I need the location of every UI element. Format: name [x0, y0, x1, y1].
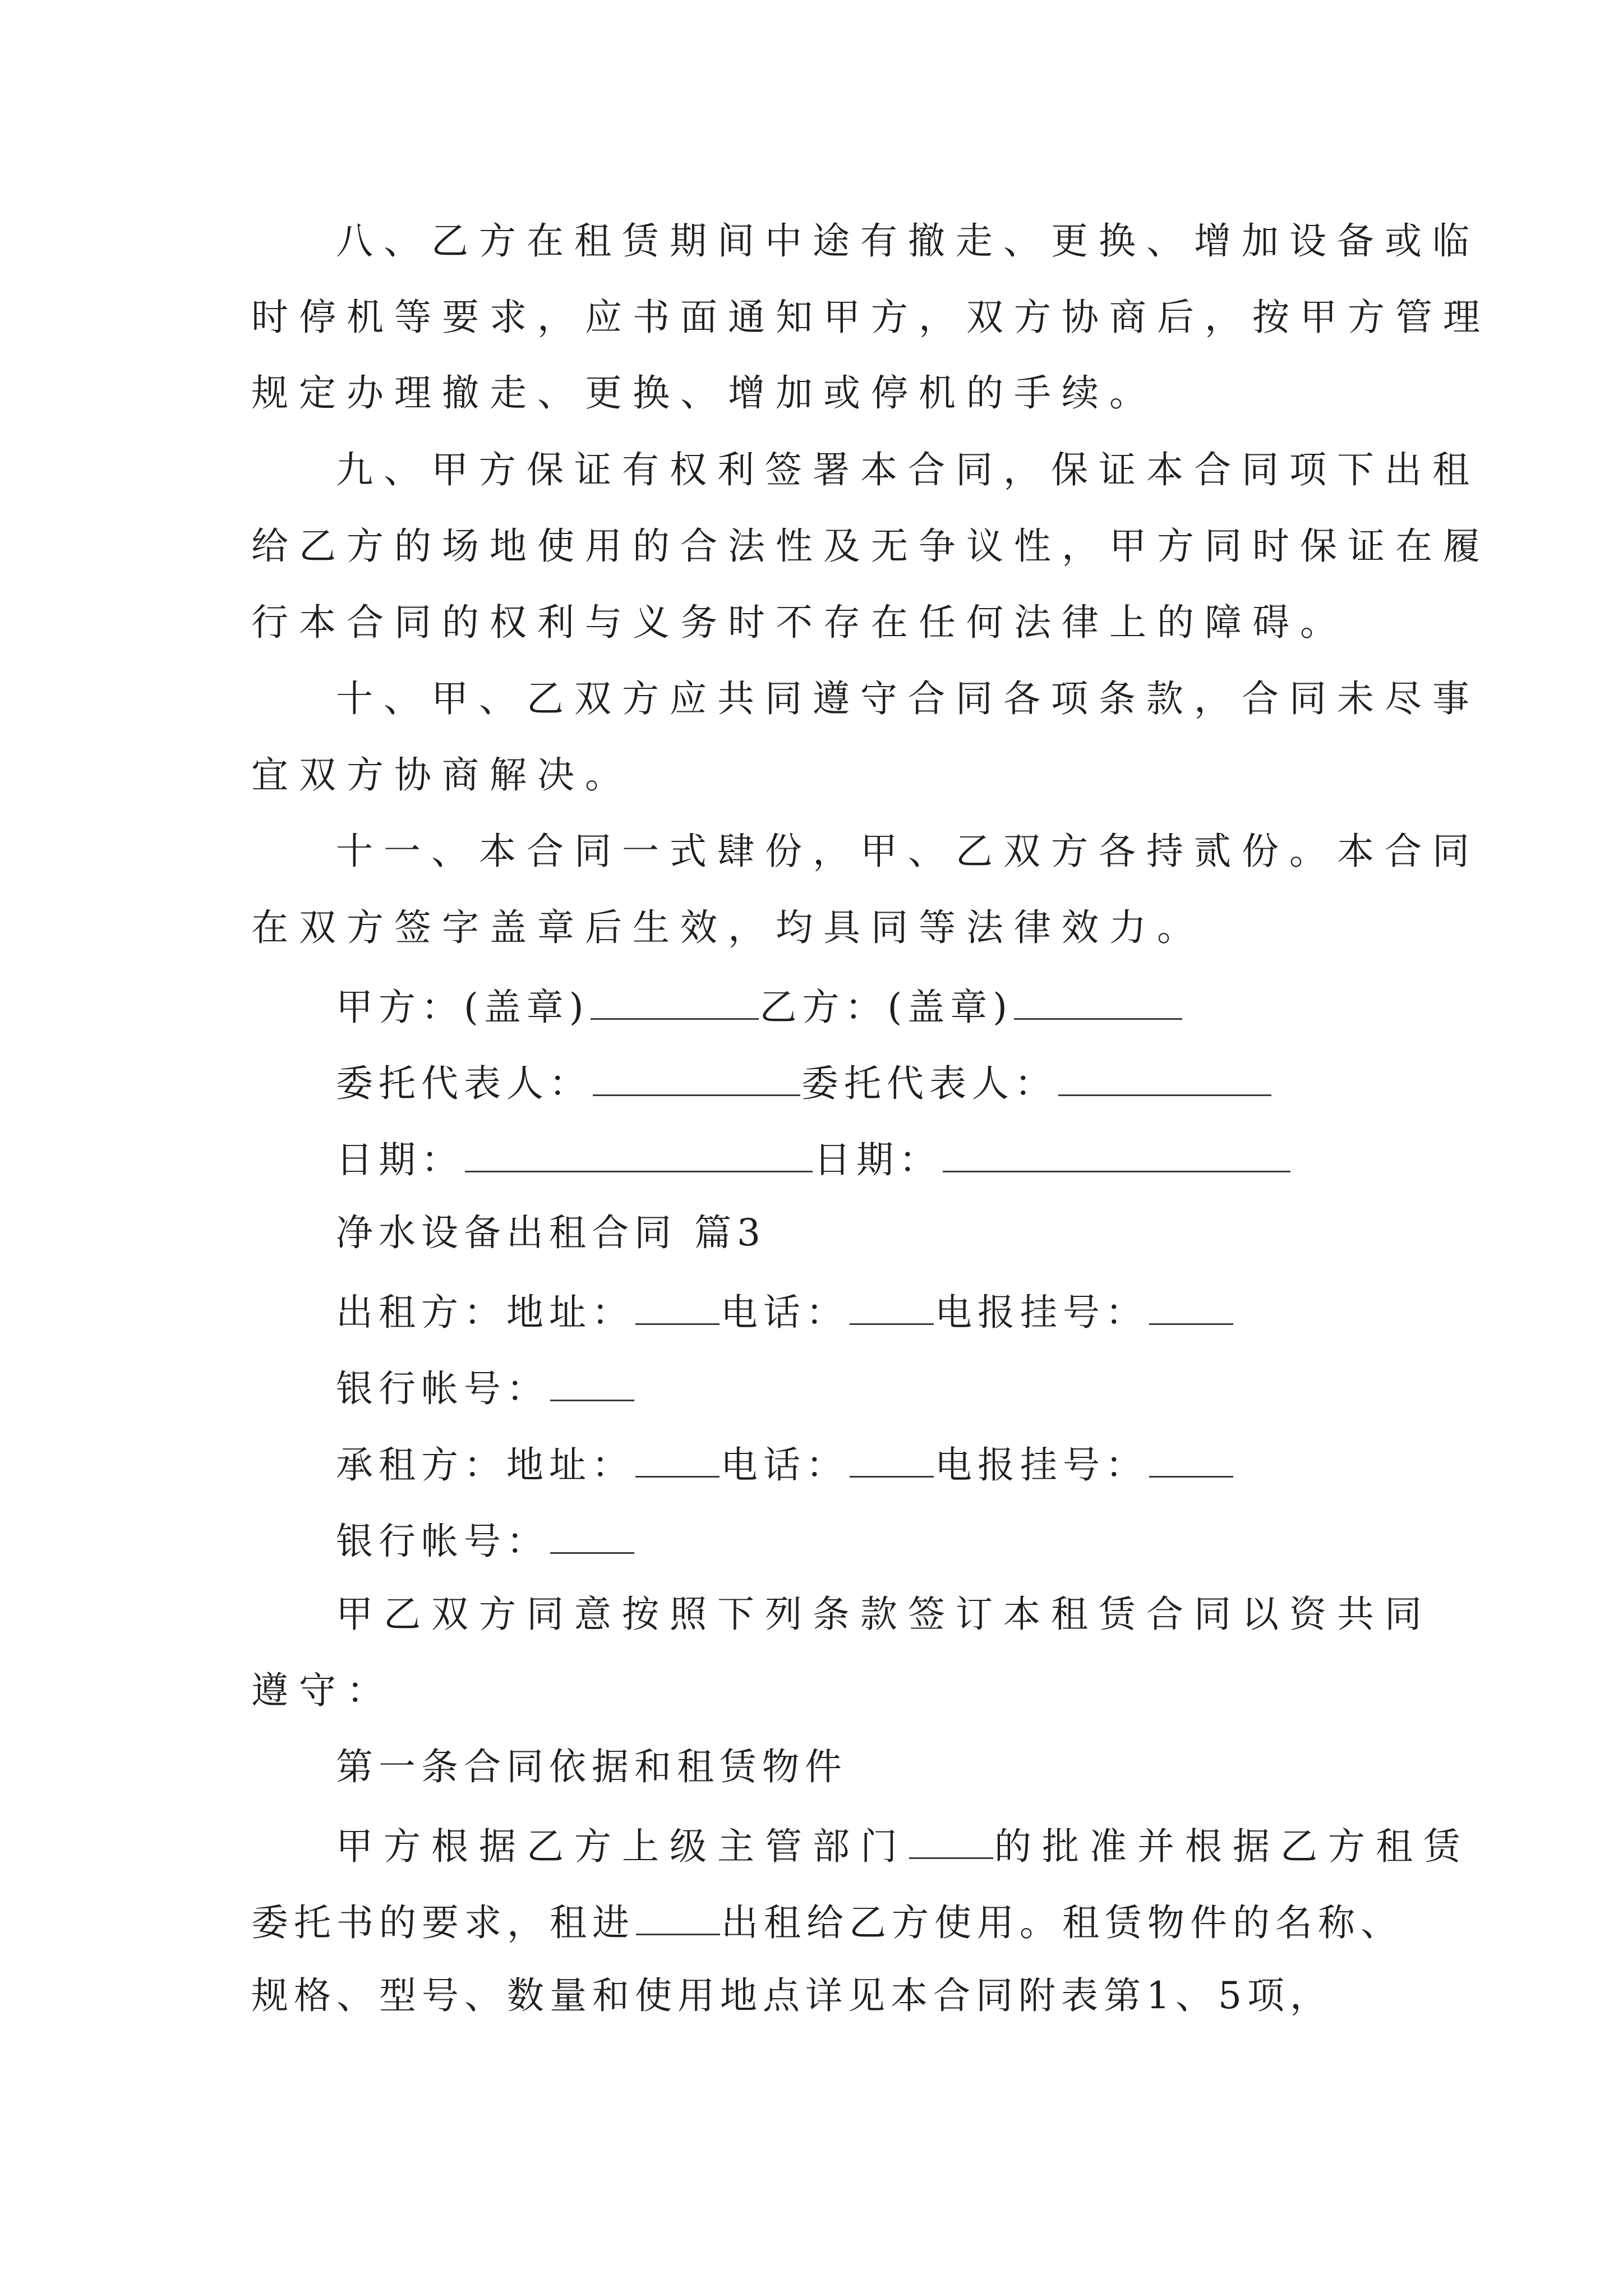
- party-b-seal-label: 乙方：(盖章): [759, 986, 1013, 1029]
- lessor-phone-label: 电话：: [721, 1291, 849, 1334]
- party-b-rep-label: 委托代表人：: [801, 1062, 1057, 1105]
- lessee-phone-label: 电话：: [721, 1443, 849, 1487]
- paragraph-line: 十、甲、乙双方应共同遵守合同各项条款，合同未尽事: [336, 677, 1480, 720]
- paragraph-line: 行本合同的权利与义务时不存在任何法律上的障碍。: [251, 601, 1348, 644]
- lessor-address-label: 出租方：地址：: [336, 1291, 634, 1334]
- article-text: 甲方根据乙方上级主管部门: [336, 1825, 908, 1868]
- party-b-date-label: 日期：: [814, 1138, 942, 1181]
- lessor-bank-label: 银行帐号：: [336, 1367, 549, 1410]
- paragraph-line: 十一、本合同一式肆份，甲、乙双方各持贰份。本合同: [336, 830, 1480, 873]
- paragraph-line: 遵守：: [251, 1669, 394, 1712]
- lessee-line: [336, 1443, 1234, 1487]
- lessor-telegraph-label: 电报挂号：: [935, 1291, 1148, 1334]
- lessor-telegraph-blank[interactable]: [1149, 1291, 1233, 1325]
- paragraph-line: 时停机等要求，应书面通知甲方，双方协商后，按甲方管理: [251, 296, 1491, 339]
- article-line: 规格、型号、数量和使用地点详见本合同附表第1、5项，: [251, 1974, 1332, 2017]
- lessor-bank-blank[interactable]: [550, 1367, 634, 1401]
- signature-date-line: [336, 1138, 1292, 1179]
- lease-item-blank[interactable]: [636, 1901, 720, 1935]
- signature-rep-line: [336, 1062, 1272, 1105]
- lessee-phone-blank[interactable]: [850, 1443, 934, 1478]
- party-b-seal-blank[interactable]: [1014, 986, 1182, 1020]
- lessee-address-blank[interactable]: [635, 1443, 720, 1478]
- party-a-seal-label: 甲方：(盖章): [336, 986, 589, 1029]
- lessee-telegraph-blank[interactable]: [1149, 1443, 1233, 1478]
- paragraph-line: 给乙方的场地使用的合法性及无争议性，甲方同时保证在履: [251, 524, 1491, 568]
- party-a-seal-blank[interactable]: [591, 986, 759, 1020]
- paragraph-line: 在双方签字盖章后生效，均具同等法律效力。: [251, 906, 1205, 949]
- lessor-address-blank[interactable]: [635, 1291, 720, 1325]
- lessor-phone-blank[interactable]: [850, 1291, 934, 1325]
- article-title: 第一条合同依据和租赁物件: [336, 1745, 847, 1788]
- signature-party-line: [336, 986, 1183, 1029]
- lessor-line: [336, 1291, 1234, 1334]
- article-text: 的批准并根据乙方租赁: [994, 1825, 1471, 1868]
- paragraph-line: 八、乙方在租赁期间中途有撤走、更换、增加设备或临: [336, 219, 1480, 263]
- lessee-bank-label: 银行帐号：: [336, 1520, 549, 1563]
- lessor-bank-line: [336, 1367, 635, 1410]
- paragraph-line: 甲乙双方同意按照下列条款签订本租赁合同以资共同: [336, 1593, 1432, 1636]
- article-text: 出租给乙方使用。租赁物件的名称、: [721, 1901, 1403, 1944]
- lessee-address-label: 承租方：地址：: [336, 1443, 634, 1487]
- party-a-rep-blank[interactable]: [593, 1062, 800, 1096]
- article-line: [336, 1825, 1471, 1868]
- article-text: 委托书的要求，租进: [251, 1901, 635, 1944]
- paragraph-line: 规定办理撤走、更换、增加或停机的手续。: [251, 371, 1157, 415]
- party-b-rep-blank[interactable]: [1058, 1062, 1271, 1096]
- article-line: [251, 1901, 1403, 1944]
- party-a-rep-label: 委托代表人：: [336, 1062, 592, 1105]
- approval-dept-blank[interactable]: [909, 1825, 993, 1859]
- party-a-date-label: 日期：: [336, 1138, 464, 1181]
- paragraph-line: 宜双方协商解决。: [251, 753, 633, 797]
- paragraph-line: 九、甲方保证有权利签署本合同，保证本合同项下出租: [336, 448, 1480, 491]
- party-a-date-blank[interactable]: [465, 1138, 813, 1172]
- party-b-date-blank[interactable]: [943, 1138, 1290, 1172]
- lessee-telegraph-label: 电报挂号：: [935, 1443, 1148, 1487]
- lessee-bank-line: [336, 1520, 635, 1563]
- section-title: 净水设备出租合同 篇3: [336, 1211, 766, 1254]
- lessee-bank-blank[interactable]: [550, 1520, 634, 1554]
